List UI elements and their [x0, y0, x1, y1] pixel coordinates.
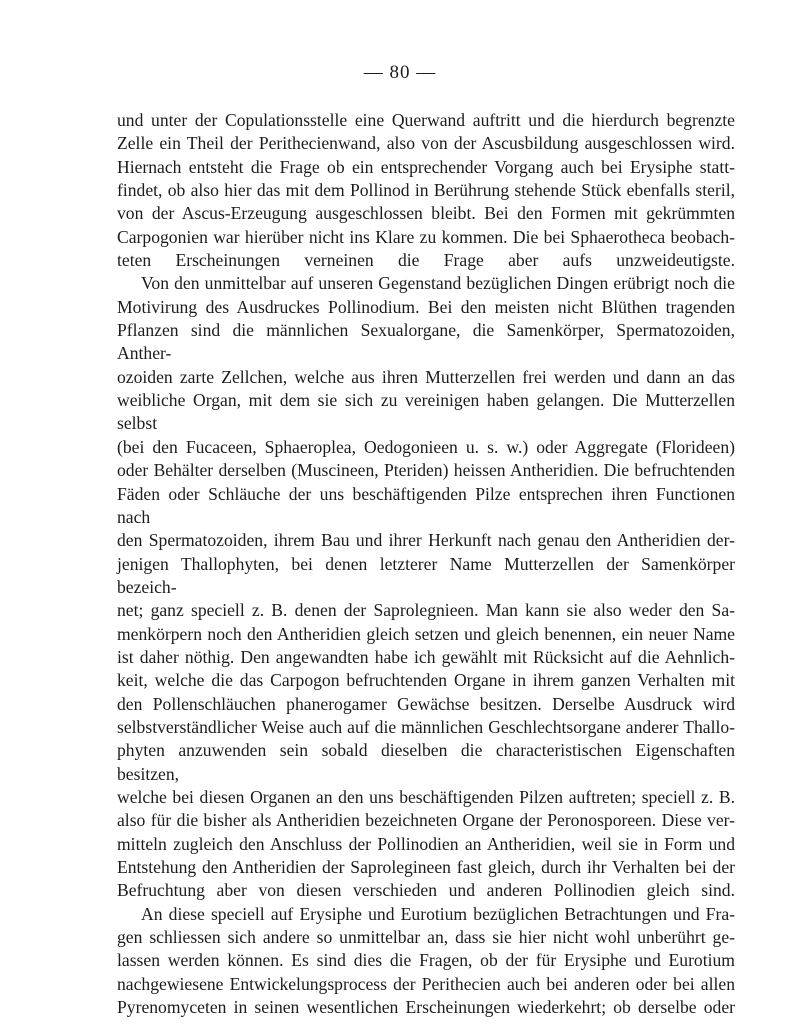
text-line: den Spermatozoiden, ihrem Bau und ihrer Herkunft nach genau den Antheridien der-: [117, 530, 735, 551]
text-line: weibliche Organ, mit dem sie sich zu vereinigen haben gelangen. Die Mutterzellen selbst: [117, 390, 735, 434]
text-line: Motivirung des Ausdruckes Pollinodium. Bei den meisten nicht Blüthen tragenden: [117, 296, 735, 317]
text-line: (bei den Fucaceen, Sphaeroplea, Oedogonieen u. s. w.) oder Aggregate (Florideen): [117, 436, 735, 457]
text-line: Pflanzen sind die männlichen Sexualorgane, die Samenkörper, Spermatozoiden, Anther-: [117, 320, 735, 364]
page-number: — 80 —: [363, 62, 437, 83]
text-line: Von den unmittelbar auf unseren Gegenstand bezüglichen Dingen erübrigt noch die: [141, 273, 735, 294]
text-line: den Pollenschläuchen phanerogamer Gewächse besitzen. Derselbe Ausdruck wird: [117, 693, 735, 714]
text-line: jenigen Thallophyten, bei denen letzterer Name Mutterzellen der Samenkörper bezeich-: [117, 553, 735, 597]
text-line: oder Behälter derselben (Muscineen, Pteriden) heissen Antheridien. Die befruchtenden: [117, 460, 735, 481]
text-line: Zelle ein Theil der Perithecienwand, also von der Ascusbildung ausgeschlossen wird.: [117, 133, 735, 154]
text-line: gen schliessen sich andere so unmittelbar an, dass sie hier nicht wohl unberührt ge-: [117, 927, 735, 948]
text-line: net; ganz speciell z. B. denen der Saprolegnieen. Man kann sie also weder den Sa-: [117, 600, 735, 621]
text-line: welche bei diesen Organen an den uns beschäftigenden Pilzen auftreten; speciell z. B.: [117, 786, 735, 807]
text-line: Hiernach entsteht die Frage ob ein entsprechender Vorgang auch bei Erysiphe statt-: [117, 156, 735, 177]
text-line: selbstverständlicher Weise auch auf die männlichen Geschlechtsorgane anderer Thallo-: [117, 716, 735, 737]
text-line: ozoiden zarte Zellchen, welche aus ihren Mutterzellen frei werden und dann an das: [117, 366, 735, 387]
text-line: Carpogonien war hierüber nicht ins Klare zu kommen. Die bei Sphaerotheca beobach-: [117, 226, 735, 247]
body-text: [117, 109, 735, 1019]
text-line: Fäden oder Schläuche der uns beschäftigenden Pilze entsprechen ihren Functionen nach: [117, 483, 735, 527]
text-line: Pyrenomyceten in seinen wesentlichen Erscheinungen wiederkehrt; ob derselbe oder: [117, 997, 735, 1018]
text-line: und unter der Copulationsstelle eine Querwand auftritt und die hierdurch begrenzte: [117, 110, 735, 130]
text-line: phyten anzuwenden sein sobald dieselben die characteristischen Eigenschaften besitzen,: [117, 740, 735, 784]
text-line: Befruchtung aber von diesen verschieden und anderen Pollinodien gleich sind.: [117, 880, 735, 901]
text-line: teten Erscheinungen verneinen die Frage aber aufs unzweideutigste.: [117, 250, 735, 271]
text-line: menkörpern noch den Antheridien gleich setzen und gleich benennen, ein neuer Name: [117, 623, 735, 644]
text-line: findet, ob also hier das mit dem Pollinod in Berührung stehende Stück ebenfalls steril,: [117, 180, 735, 201]
text-line: An diese speciell auf Erysiphe und Eurotium bezüglichen Betrachtungen und Fra-: [141, 903, 735, 924]
text-line: keit, welche die das Carpogon befruchtenden Organe in ihrem ganzen Verhalten mit: [117, 670, 735, 691]
text-line: Entstehung den Antheridien der Saprolegineen fast gleich, durch ihr Verhalten bei der: [117, 857, 735, 877]
text-line: also für die bisher als Antheridien bezeichneten Organe der Peronosporeen. Diese ver-: [117, 810, 735, 831]
text-line: von der Ascus-Erzeugung ausgeschlossen bleibt. Bei den Formen mit gekrümmten: [117, 203, 735, 224]
text-line: lassen werden können. Es sind dies die Fragen, ob der für Erysiphe und Eurotium: [117, 950, 735, 971]
text-line: mitteln zugleich den Anschluss der Pollinodien an Antheridien, weil sie in Form und: [117, 833, 735, 854]
text-line: nachgewiesene Entwickelungsprocess der Perithecien auch bei anderen oder bei allen: [117, 973, 735, 994]
text-line: ist daher nöthig. Den angewandten habe ich gewählt mit Rücksicht auf die Aehnlich-: [117, 646, 735, 667]
